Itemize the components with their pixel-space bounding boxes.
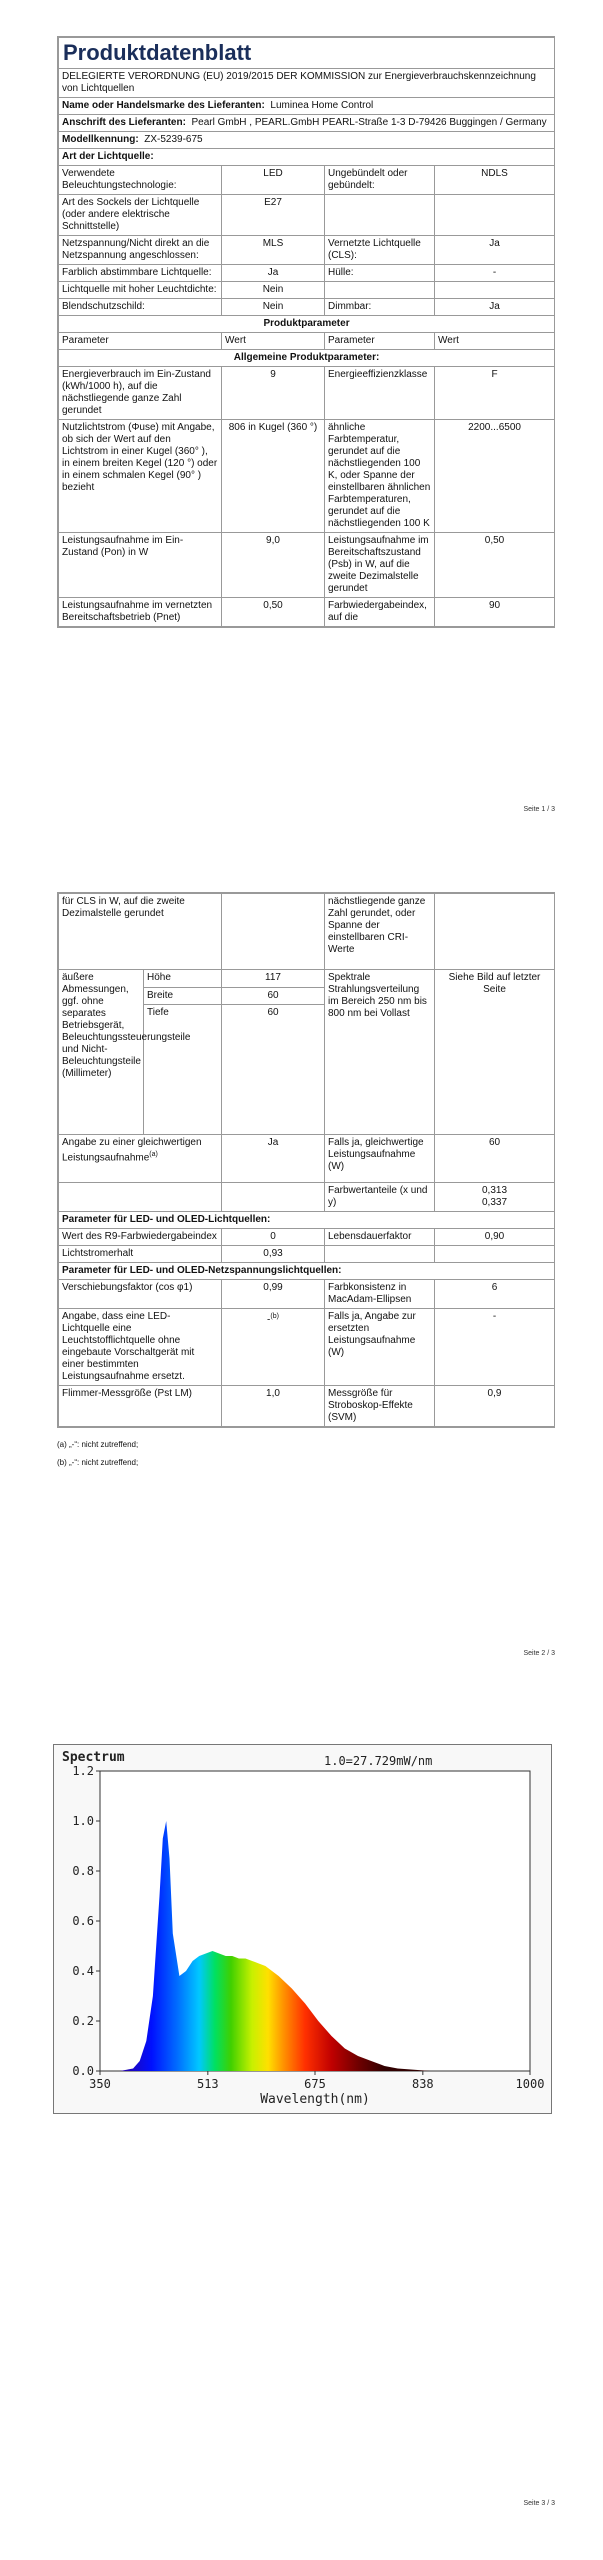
params-header-row: Parameter Wert Parameter Wert — [59, 333, 555, 350]
x-axis-label: Wavelength(nm) — [260, 2092, 370, 2107]
x-tick-label: 1000 — [515, 2077, 545, 2091]
table-row: Farbwertanteile (x und y) 0,313 0,337 — [59, 1183, 555, 1212]
table-row: Angabe zu einer gleichwertigen Leistungsaufnahme$^{(a)}$ Ja Falls ja, gleichwertige Leistungsaufnahme (W) 60 — [59, 1135, 555, 1183]
address-row: Anschrift des Lieferanten: Pearl GmbH , PEARL.GmbH PEARL-Straße 1-3 D-79426 Buggingen / Germany — [59, 115, 555, 132]
supplier-row: Name oder Handelsmarke des Lieferanten: Luminea Home Control — [59, 98, 555, 115]
table-row: Verschiebungsfaktor (cos φ1) 0,99 Farbkonsistenz in MacAdam-Ellipsen 6 — [59, 1280, 555, 1309]
mains-heading: Parameter für LED- und OLED-Netzspannungslichtquellen: — [59, 1263, 555, 1280]
table-row: Art des Sockels der Lichtquelle (oder andere elektrische Schnittstelle) E27 — [59, 195, 555, 236]
table-row: Tiefe 60 — [59, 1005, 555, 1135]
y-tick-label: 0.6 — [72, 1914, 94, 1928]
chart-annotation: 1.0=27.729mW/nm — [324, 1754, 433, 1768]
table-row: Netzspannung/Nicht direkt an die Netzspannung angeschlossen: MLS Vernetzte Lichtquelle (CLS): Ja — [59, 236, 555, 265]
datasheet-table-2 — [58, 893, 555, 1427]
x-tick-label: 675 — [304, 2077, 326, 2091]
dimensions-row: äußere Abmessungen, ggf. ohne separates Betriebsgerät, Beleuchtungssteuerungsteile und Nicht-Beleuchtungsteile (Millimeter) Höhe 117 Spektrale Strahlungsverteilung im Bereich 250 nm bis 800 nm bei Vollast Siehe Bild auf letzter Seite — [59, 970, 555, 988]
page1-footer: Seite 1 / 3 — [523, 806, 555, 813]
table-row: Leistungsaufnahme im vernetzten Bereitschaftsbetrieb (Pnet) 0,50 Farbwiedergabeindex, auf die 90 — [59, 598, 555, 627]
x-tick-label: 838 — [411, 2077, 434, 2091]
footnote-a: (a) „-“: nicht zutreffend; — [57, 1440, 139, 1449]
type-heading: Art der Lichtquelle: — [59, 149, 555, 166]
table-row: Verwendete Beleuchtungstechnologie: LED Ungebündelt oder gebündelt: NDLS — [59, 166, 555, 195]
table-row: Farblich abstimmbare Lichtquelle: Ja Hülle: - — [59, 265, 555, 282]
table-row: Leistungsaufnahme im Ein-Zustand (Pon) in W 9,0 Leistungsaufnahme im Bereitschaftszustand (Psb) in W, auf die zweite Dezimalstelle gerundet 0,50 — [59, 533, 555, 598]
dimensions-label: äußere Abmessungen, ggf. ohne separates Betriebsgerät, Beleuchtungssteuerungsteile und Nicht-Beleuchtungsteile (Millimeter) — [59, 970, 144, 1135]
footnote-b: (b) „-“: nicht zutreffend; — [57, 1458, 139, 1467]
table-row: Wert des R9-Farbwiedergabeindex 0 Lebensdauerfaktor 0,90 — [59, 1229, 555, 1246]
table-row: Flimmer-Messgröße (Pst LM) 1,0 Messgröße für Stroboskop-Effekte (SVM) 0,9 — [59, 1386, 555, 1427]
led-heading: Parameter für LED- und OLED-Lichtquellen: — [59, 1212, 555, 1229]
page2-footer: Seite 2 / 3 — [523, 1650, 555, 1657]
chart-title: Spectrum — [62, 1750, 125, 1765]
model-row: Modellkennung: ZX-5239-675 — [59, 132, 555, 149]
y-tick-label: 0.0 — [72, 2064, 94, 2078]
x-tick-label: 350 — [89, 2077, 111, 2091]
y-tick-label: 0.8 — [72, 1864, 94, 1878]
y-tick-label: 1.2 — [72, 1764, 94, 1778]
table-row: Angabe, dass eine LED-Lichtquelle eine Leuchtstofflichtquelle ohne eingebaute Vorschaltgerät mit einer bestimmten Leistungsaufnahme ersetzt. -$^{(b)}$ Falls ja, Angabe zur ersetzten Leistungsaufnahme (W) - — [59, 1309, 555, 1386]
page-title: Produktdatenblatt — [59, 38, 555, 69]
y-tick-label: 0.4 — [72, 1964, 94, 1978]
general-heading: Allgemeine Produktparameter: — [59, 350, 555, 367]
page1-sheet — [57, 36, 555, 628]
table-row: für CLS in W, auf die zweite Dezimalstelle gerundet nächstliegende ganze Zahl gerundet, oder Spanne der einstellbaren CRI-Werte — [59, 894, 555, 970]
page3-footer: Seite 3 / 3 — [523, 2500, 555, 2507]
params-heading: Produktparameter — [59, 316, 555, 333]
page2-sheet — [57, 892, 555, 1428]
regulation-text: DELEGIERTE VERORDNUNG (EU) 2019/2015 DER KOMMISSION zur Energieverbrauchskennzeichnung von Lichtquellen — [59, 69, 555, 98]
table-row: Breite 60 — [59, 987, 555, 1005]
table-row: Blendschutzschild: Nein Dimmbar: Ja — [59, 299, 555, 316]
x-tick-label: 513 — [196, 2077, 219, 2091]
datasheet-table-1 — [58, 37, 555, 627]
table-row: Lichtquelle mit hoher Leuchtdichte: Nein — [59, 282, 555, 299]
table-row: Energieverbrauch im Ein-Zustand (kWh/1000 h), auf die nächstliegende ganze Zahl gerundet 9 Energieeffizienzklasse F — [59, 367, 555, 420]
y-tick-label: 0.2 — [72, 2014, 94, 2028]
table-row: Lichtstromerhalt 0,93 — [59, 1246, 555, 1263]
spectrum-svg — [54, 1745, 551, 2113]
y-tick-label: 1.0 — [72, 1814, 94, 1828]
table-row: Nutzlichtstrom (Φuse) mit Angabe, ob sich der Wert auf den Lichtstrom in einer Kugel (360° ), in einem breiten Kegel (120 °) oder in einem schmalen Kegel (90° ) bezieht 806 in Kugel (360 °) ähnliche Farbtemperatur, gerundet auf die nächstliegenden 100 K, oder Spanne der einstellbaren ähnlichen Farbtemperaturen, gerundet auf die nächstliegenden 100 K 2200...6500 — [59, 420, 555, 533]
spectrum-chart — [53, 1744, 552, 2114]
